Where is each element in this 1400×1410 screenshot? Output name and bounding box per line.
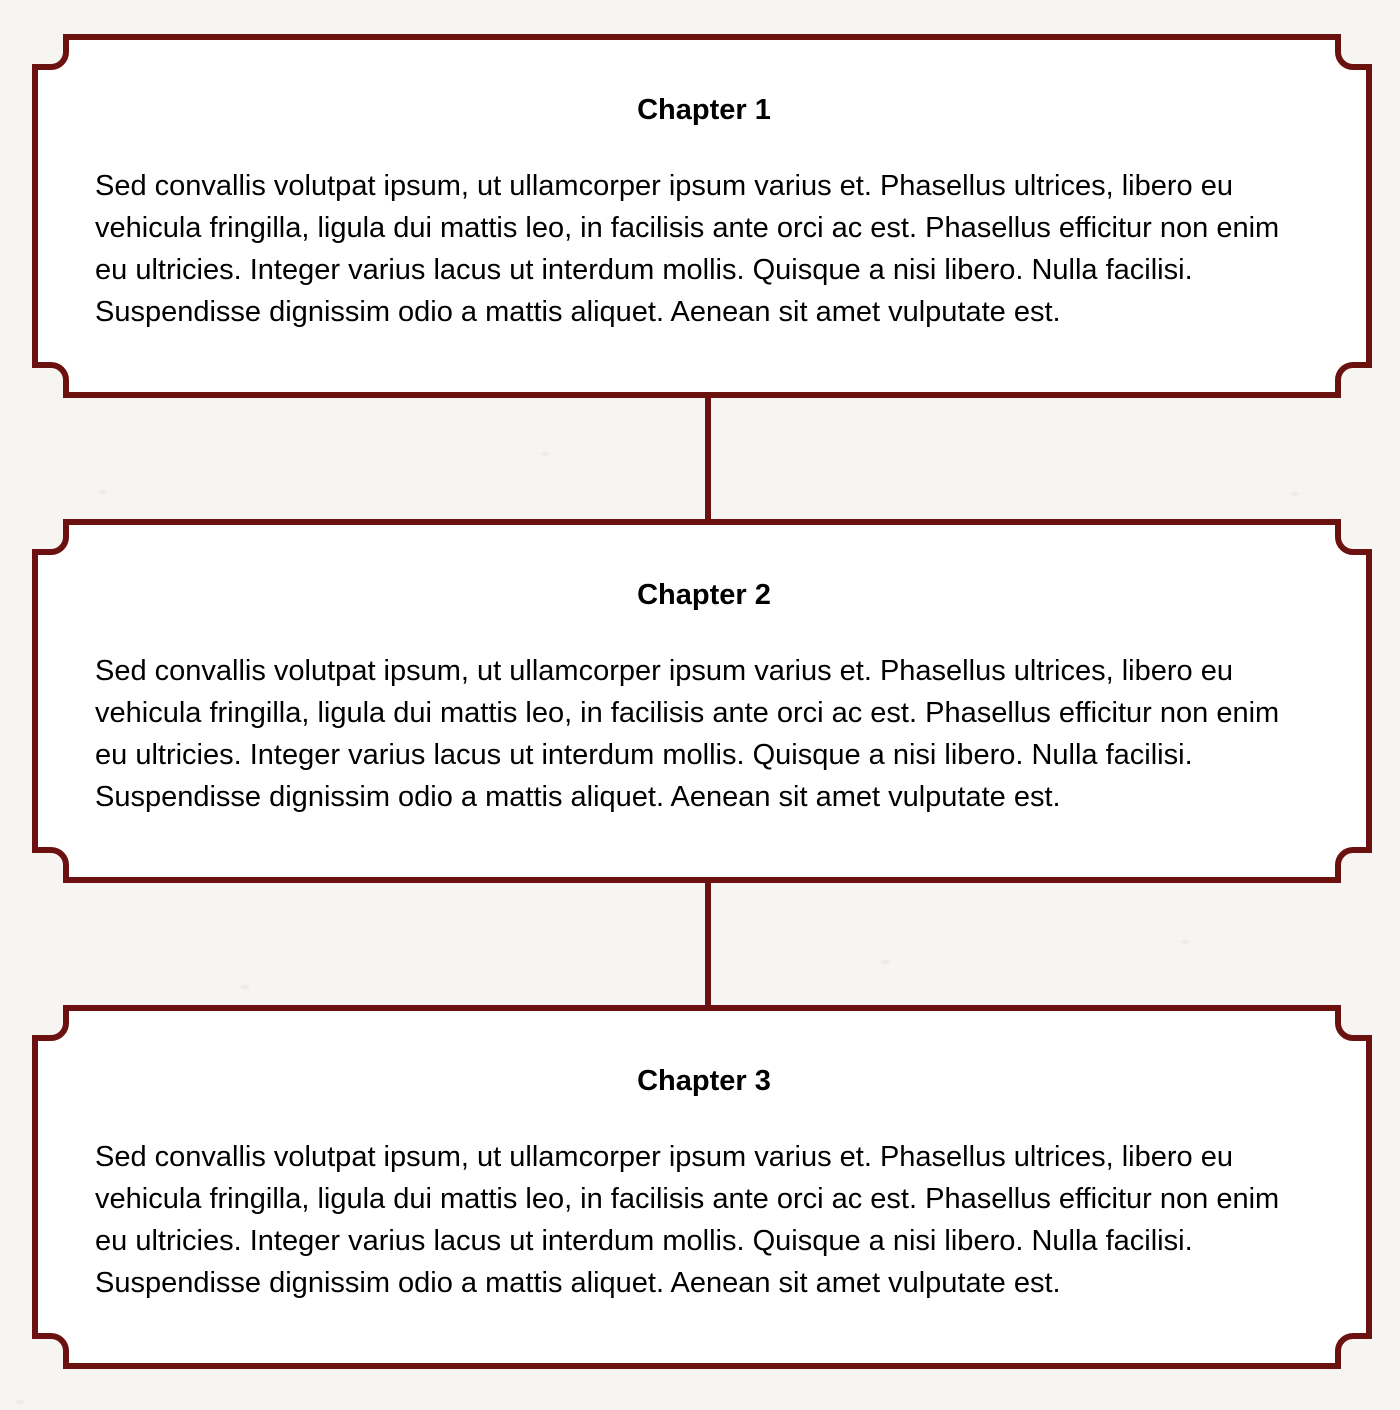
chapter-body-text: Sed convallis volutpat ipsum, ut ullamcorper ipsum varius et. Phasellus ultrices, libero eu vehicula fringilla, ligula dui mattis leo, in facilisis ante orci ac est. Phasellus efficitur non enim eu ultricies. Integer varius lacus ut interdum mollis. Quisque a nisi libero. Nulla facilisi. Suspendisse dignissim odio a mattis aliquet. Aenean sit amet vulputate est.	[95, 170, 1280, 328]
chapter-title: Chapter 1	[637, 94, 771, 126]
chapter-body-text: Sed convallis volutpat ipsum, ut ullamcorper ipsum varius et. Phasellus ultrices, libero eu vehicula fringilla, ligula dui mattis leo, in facilisis ante orci ac est. Phasellus efficitur non enim eu ultricies. Integer varius lacus ut interdum mollis. Quisque a nisi libero. Nulla facilisi. Suspendisse dignissim odio a mattis aliquet. Aenean sit amet vulputate est.	[95, 1141, 1280, 1299]
chapter-card-1	[32, 34, 1372, 398]
paper-texture-speck	[15, 1400, 25, 1404]
chapter-card-3	[32, 1005, 1372, 1369]
chapter-title: Chapter 2	[637, 579, 771, 611]
connector-line-2-3	[705, 880, 711, 1008]
paper-texture-speck	[98, 490, 108, 494]
chapter-title: Chapter 3	[637, 1065, 771, 1097]
paper-texture-speck	[1290, 492, 1300, 496]
chapter-body-text: Sed convallis volutpat ipsum, ut ullamcorper ipsum varius et. Phasellus ultrices, libero eu vehicula fringilla, ligula dui mattis leo, in facilisis ante orci ac est. Phasellus efficitur non enim eu ultricies. Integer varius lacus ut interdum mollis. Quisque a nisi libero. Nulla facilisi. Suspendisse dignissim odio a mattis aliquet. Aenean sit amet vulputate est.	[95, 655, 1280, 813]
paper-texture-speck	[540, 452, 550, 456]
chapter-card-2	[32, 519, 1372, 883]
paper-texture-speck	[1180, 940, 1190, 944]
paper-texture-speck	[240, 985, 250, 989]
paper-texture-speck	[880, 960, 890, 964]
connector-line-1-2	[705, 395, 711, 523]
